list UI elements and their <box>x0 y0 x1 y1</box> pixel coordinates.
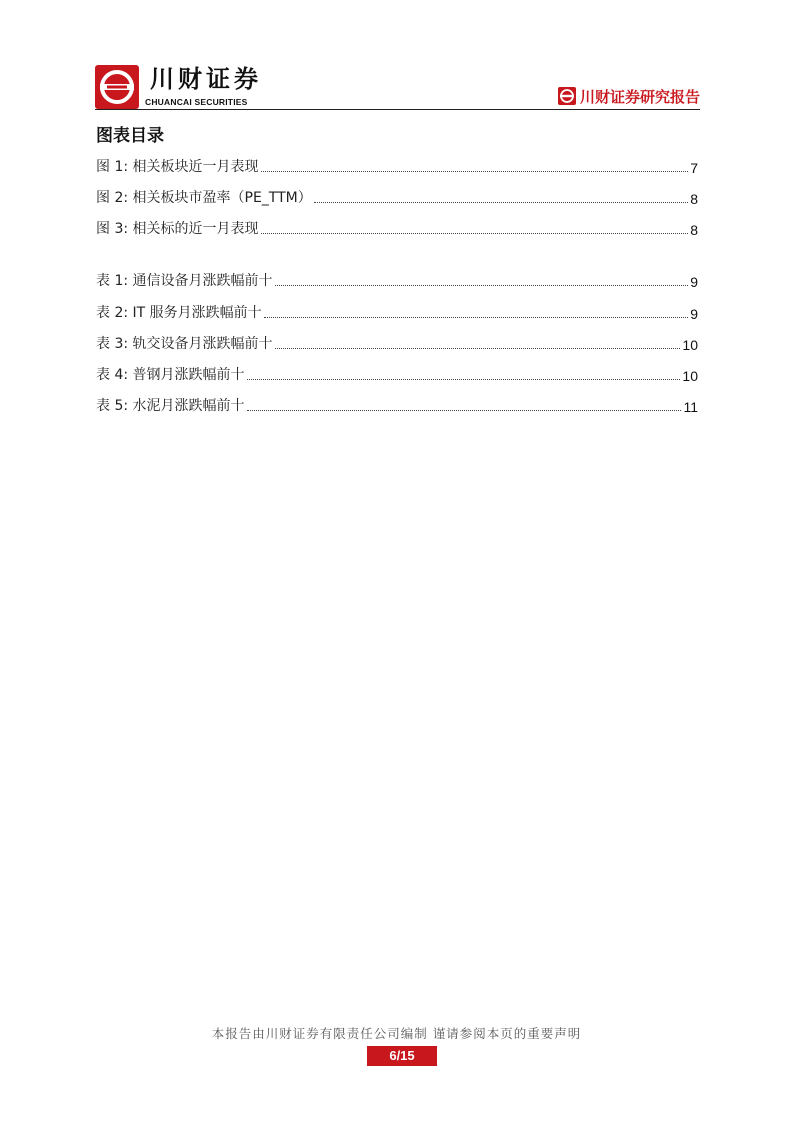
toc-entry-page: 9 <box>690 274 698 290</box>
toc-entry-page: 7 <box>690 160 698 176</box>
toc-entry-table-4[interactable] <box>96 364 698 384</box>
toc-entry-page: 10 <box>682 337 698 353</box>
report-brand-text: 川财证券研究报告 <box>579 87 700 106</box>
toc-entry-page: 8 <box>690 222 698 238</box>
report-brand <box>558 84 700 108</box>
toc-entry-label: 表 3: 轨交设备月涨跌幅前十 <box>96 336 273 352</box>
toc-entry-figure-3[interactable] <box>96 218 698 238</box>
toc-leader-dots <box>275 347 681 349</box>
toc-entry-page: 8 <box>690 191 698 207</box>
page-header <box>95 62 700 110</box>
chuancai-logo-icon <box>95 65 139 109</box>
logo-chinese-name: 川财证券 <box>150 65 262 93</box>
logo-english-name: CHUANCAI SECURITIES <box>145 97 248 107</box>
toc-entry-figure-2[interactable] <box>96 187 698 207</box>
toc-entry-label: 图 3: 相关标的近一月表现 <box>96 221 259 237</box>
toc-leader-dots <box>314 201 688 203</box>
toc-leader-dots <box>264 316 689 318</box>
toc-entry-label: 表 5: 水泥月涨跌幅前十 <box>96 398 245 414</box>
section-title: 图表目录 <box>96 126 164 146</box>
toc-entry-table-1[interactable] <box>96 270 698 290</box>
toc-entry-page: 9 <box>690 306 698 322</box>
footer-disclaimer: 本报告由川财证券有限责任公司编制 谨请参阅本页的重要声明 <box>211 1026 582 1041</box>
toc-entry-table-3[interactable] <box>96 333 698 353</box>
brand-mini-logo-icon <box>558 87 576 105</box>
toc-entry-label: 表 2: IT 服务月涨跌幅前十 <box>96 305 262 321</box>
toc-entry-label: 表 1: 通信设备月涨跌幅前十 <box>96 273 273 289</box>
toc-leader-dots <box>275 284 689 286</box>
toc-leader-dots <box>247 378 681 380</box>
toc-entry-label: 表 4: 普钢月涨跌幅前十 <box>96 367 245 383</box>
header-divider <box>95 109 700 110</box>
toc-leader-dots <box>261 232 689 234</box>
toc-entry-page: 11 <box>683 399 698 415</box>
page-number-badge: 6/15 <box>367 1046 437 1066</box>
toc-entry-page: 10 <box>682 368 698 384</box>
toc-entry-table-5[interactable] <box>96 395 698 415</box>
toc-entry-label: 图 1: 相关板块近一月表现 <box>96 159 259 175</box>
toc-entry-figure-1[interactable] <box>96 156 698 176</box>
toc-leader-dots <box>261 170 689 172</box>
toc-entry-label: 图 2: 相关板块市盈率（PE_TTM） <box>96 190 312 206</box>
toc-leader-dots <box>247 409 682 411</box>
toc-entry-table-2[interactable] <box>96 302 698 322</box>
